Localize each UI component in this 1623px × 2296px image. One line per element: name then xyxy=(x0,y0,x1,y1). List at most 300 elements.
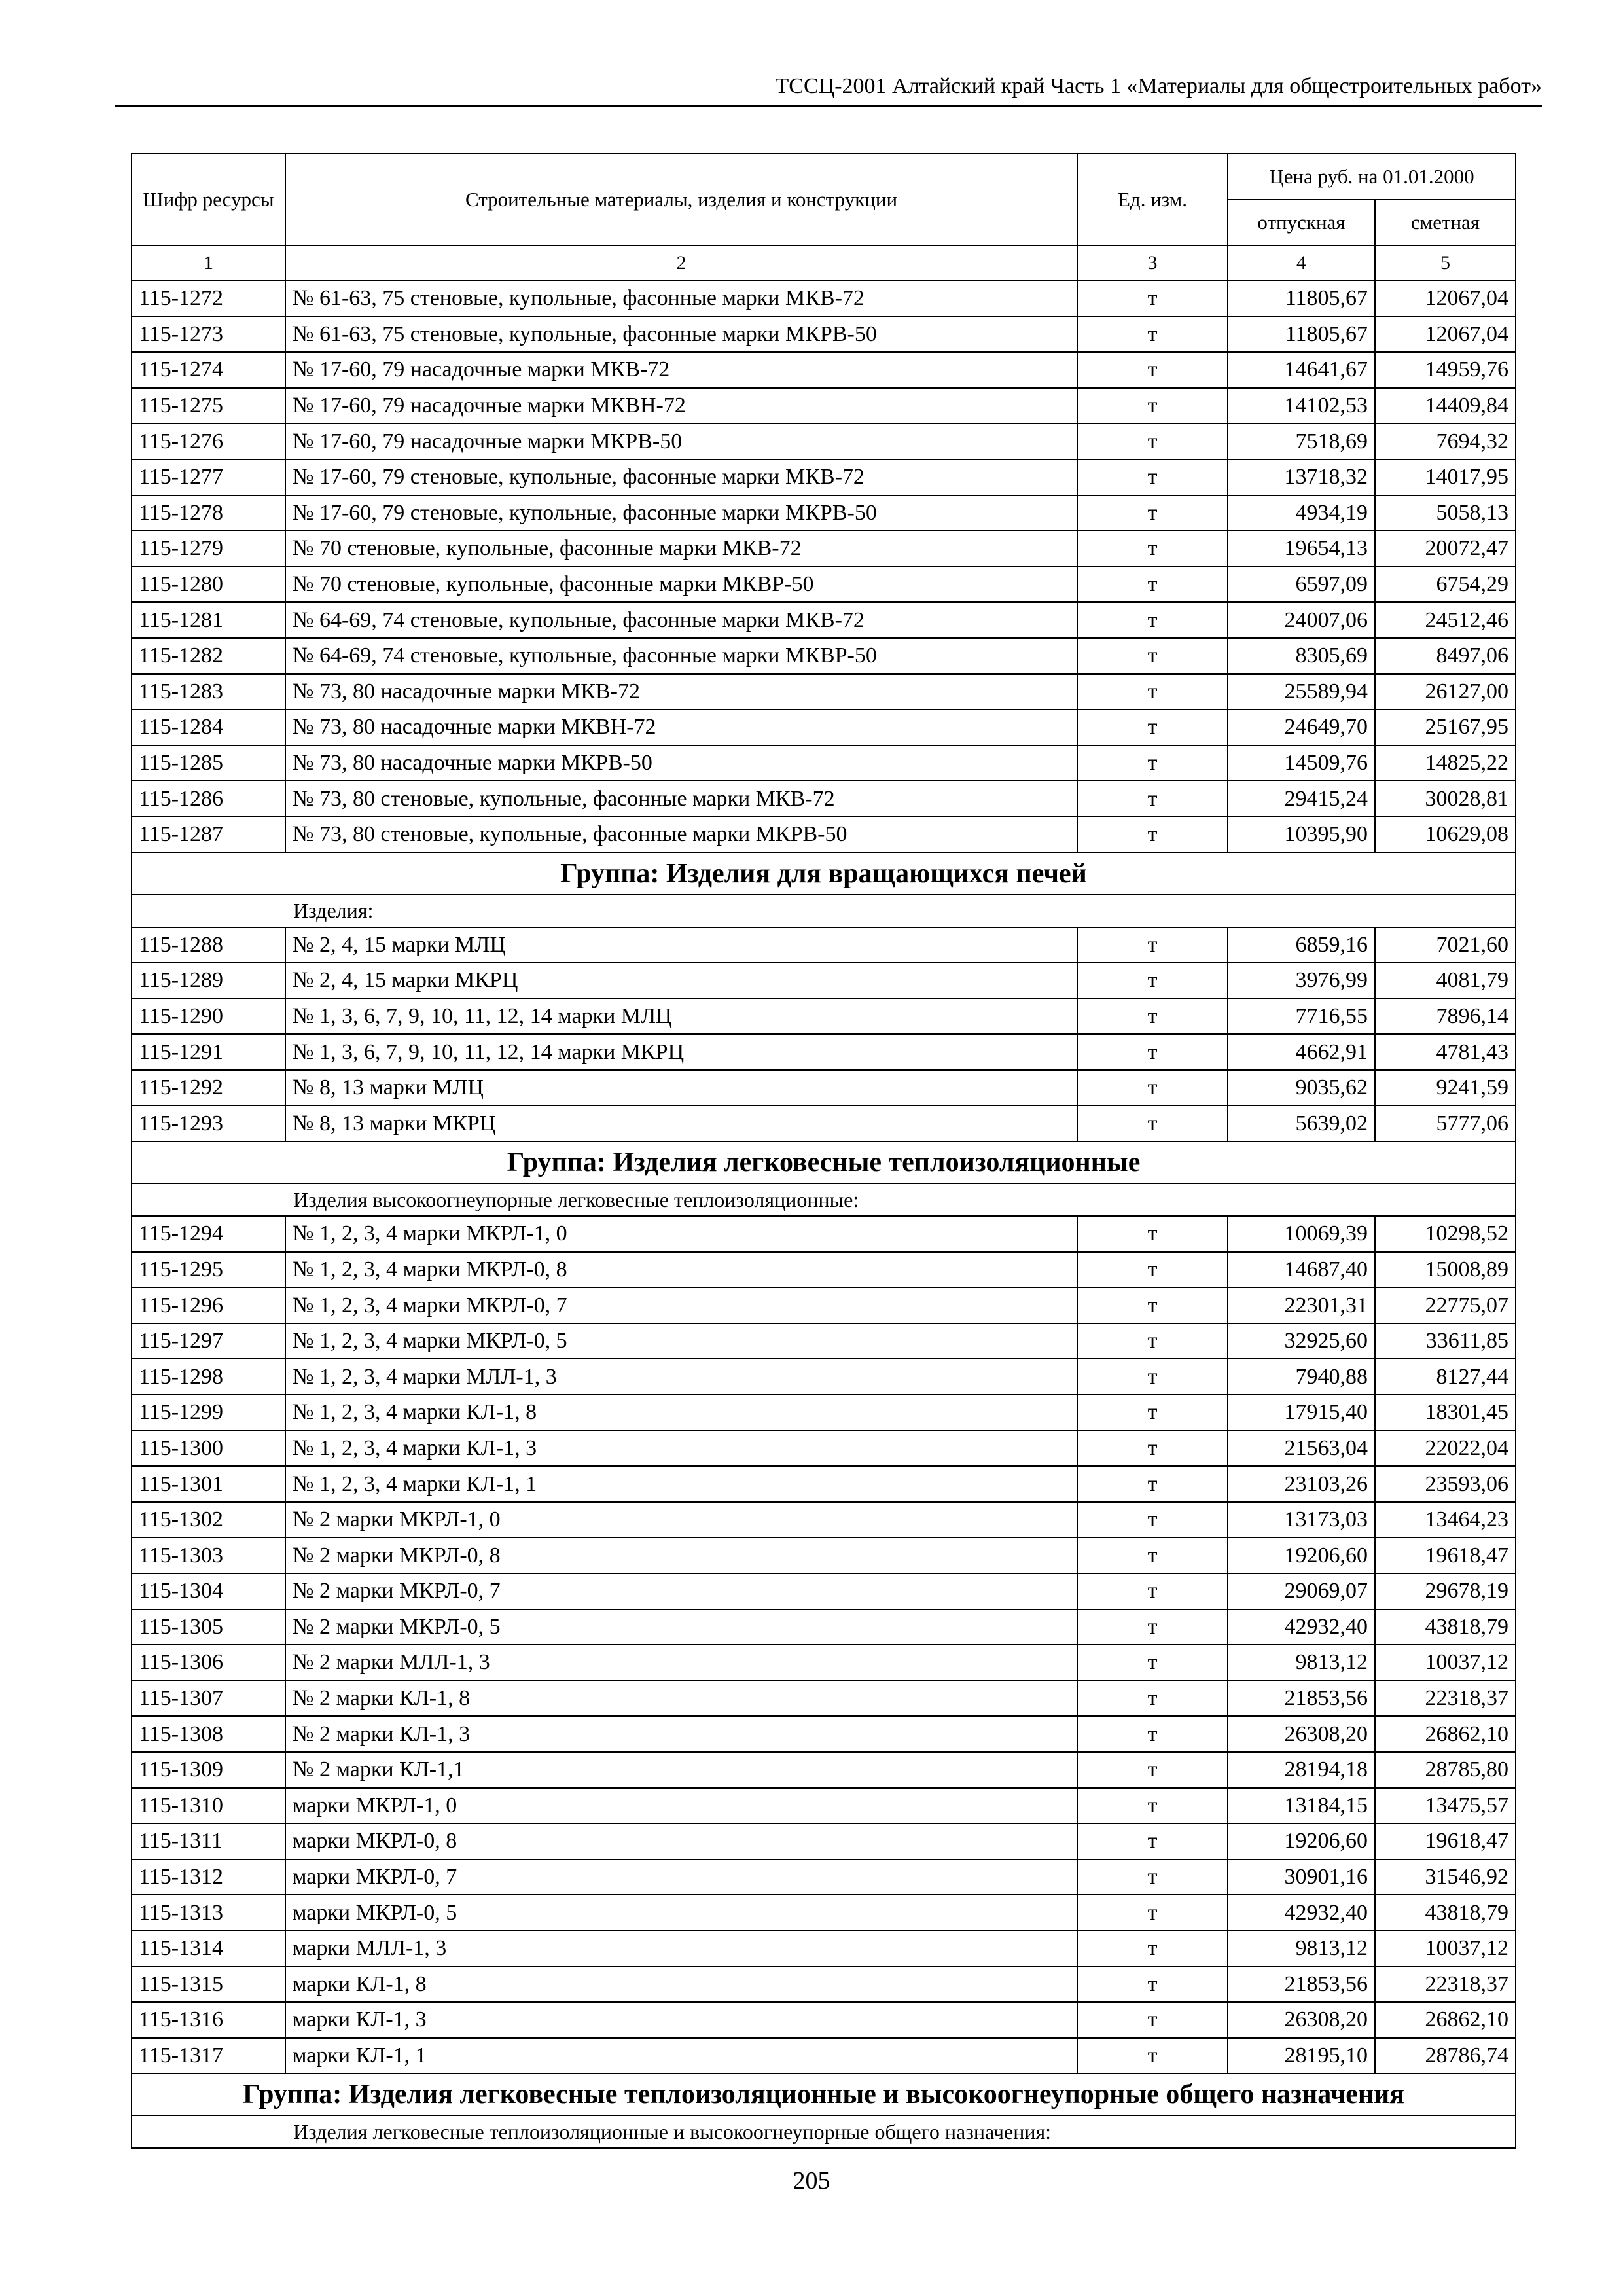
material-name: № 64-69, 74 стеновые, купольные, фасонные марки МКВР-50 xyxy=(285,638,1077,674)
unit-of-measure: т xyxy=(1077,674,1228,710)
release-price: 42932,40 xyxy=(1228,1609,1375,1645)
table-row xyxy=(132,1105,1516,1141)
release-price: 29415,24 xyxy=(1228,781,1375,817)
resource-code: 115-1275 xyxy=(132,388,285,424)
unit-of-measure: т xyxy=(1077,781,1228,817)
table-row xyxy=(132,999,1516,1035)
table-row xyxy=(132,1034,1516,1070)
unit-of-measure: т xyxy=(1077,531,1228,567)
subgroup-row xyxy=(132,1183,1516,1216)
release-price: 21563,04 xyxy=(1228,1431,1375,1467)
material-name: № 1, 2, 3, 4 марки МЛЛ-1, 3 xyxy=(285,1359,1077,1395)
table-row xyxy=(132,963,1516,999)
release-price: 7518,69 xyxy=(1228,423,1375,459)
resource-code: 115-1279 xyxy=(132,531,285,567)
resource-code: 115-1311 xyxy=(132,1823,285,1859)
resource-code: 115-1313 xyxy=(132,1895,285,1931)
estimate-price: 18301,45 xyxy=(1375,1395,1516,1431)
resource-code: 115-1289 xyxy=(132,963,285,999)
resource-code: 115-1317 xyxy=(132,2038,285,2074)
material-name: № 2, 4, 15 марки МКРЦ xyxy=(285,963,1077,999)
table-row xyxy=(132,927,1516,963)
release-price: 3976,99 xyxy=(1228,963,1375,999)
group-row xyxy=(132,853,1516,895)
material-name: № 2 марки МЛЛ-1, 3 xyxy=(285,1645,1077,1681)
unit-of-measure: т xyxy=(1077,1681,1228,1717)
material-name: № 73, 80 насадочные марки МКВН-72 xyxy=(285,709,1077,745)
release-price: 13184,15 xyxy=(1228,1788,1375,1824)
release-price: 19206,60 xyxy=(1228,1823,1375,1859)
release-price: 4662,91 xyxy=(1228,1034,1375,1070)
resource-code: 115-1307 xyxy=(132,1681,285,1717)
resource-code: 115-1290 xyxy=(132,999,285,1035)
table-header xyxy=(132,154,1516,281)
unit-of-measure: т xyxy=(1077,423,1228,459)
group-title: Группа: Изделия легковесные теплоизоляционные xyxy=(132,1141,1516,1183)
estimate-price: 12067,04 xyxy=(1375,317,1516,353)
subgroup-row xyxy=(132,895,1516,927)
table-row xyxy=(132,2002,1516,2038)
table-row xyxy=(132,1859,1516,1895)
release-price: 21853,56 xyxy=(1228,1681,1375,1717)
unit-of-measure: т xyxy=(1077,1323,1228,1359)
resource-code: 115-1315 xyxy=(132,1967,285,2003)
material-name: № 61-63, 75 стеновые, купольные, фасонные марки МКВ-72 xyxy=(285,281,1077,317)
table-row xyxy=(132,1287,1516,1323)
table-row xyxy=(132,1716,1516,1752)
material-name: № 8, 13 марки МКРЦ xyxy=(285,1105,1077,1141)
material-name: № 8, 13 марки МЛЦ xyxy=(285,1070,1077,1106)
unit-of-measure: т xyxy=(1077,281,1228,317)
estimate-price: 7021,60 xyxy=(1375,927,1516,963)
unit-of-measure: т xyxy=(1077,1395,1228,1431)
estimate-price: 5777,06 xyxy=(1375,1105,1516,1141)
table-row xyxy=(132,817,1516,853)
release-price: 13173,03 xyxy=(1228,1502,1375,1538)
resource-code: 115-1292 xyxy=(132,1070,285,1106)
header-release-price: отпускная xyxy=(1228,200,1375,245)
unit-of-measure: т xyxy=(1077,388,1228,424)
estimate-price: 19618,47 xyxy=(1375,1823,1516,1859)
material-name: марки МЛЛ-1, 3 xyxy=(285,1931,1077,1967)
material-name: марки КЛ-1, 3 xyxy=(285,2002,1077,2038)
unit-of-measure: т xyxy=(1077,1752,1228,1788)
estimate-price: 15008,89 xyxy=(1375,1252,1516,1288)
material-name: № 2 марки МКРЛ-0, 8 xyxy=(285,1537,1077,1573)
estimate-price: 14825,22 xyxy=(1375,745,1516,781)
material-name: № 1, 2, 3, 4 марки МКРЛ-0, 5 xyxy=(285,1323,1077,1359)
estimate-price: 43818,79 xyxy=(1375,1895,1516,1931)
release-price: 13718,32 xyxy=(1228,459,1375,495)
unit-of-measure: т xyxy=(1077,317,1228,353)
table-row xyxy=(132,1573,1516,1609)
resource-code: 115-1312 xyxy=(132,1859,285,1895)
resource-code: 115-1310 xyxy=(132,1788,285,1824)
release-price: 19654,13 xyxy=(1228,531,1375,567)
table-row xyxy=(132,1323,1516,1359)
table-row xyxy=(132,1967,1516,2003)
resource-code: 115-1305 xyxy=(132,1609,285,1645)
release-price: 10395,90 xyxy=(1228,817,1375,853)
table-row xyxy=(132,1823,1516,1859)
estimate-price: 4081,79 xyxy=(1375,963,1516,999)
estimate-price: 13464,23 xyxy=(1375,1502,1516,1538)
resource-code: 115-1273 xyxy=(132,317,285,353)
table-row xyxy=(132,567,1516,603)
estimate-price: 7896,14 xyxy=(1375,999,1516,1035)
estimate-price: 33611,85 xyxy=(1375,1323,1516,1359)
estimate-price: 10037,12 xyxy=(1375,1645,1516,1681)
release-price: 11805,67 xyxy=(1228,317,1375,353)
release-price: 24649,70 xyxy=(1228,709,1375,745)
material-name: № 70 стеновые, купольные, фасонные марки МКВР-50 xyxy=(285,567,1077,603)
estimate-price: 25167,95 xyxy=(1375,709,1516,745)
release-price: 8305,69 xyxy=(1228,638,1375,674)
table-row xyxy=(132,1252,1516,1288)
resource-code: 115-1302 xyxy=(132,1502,285,1538)
unit-of-measure: т xyxy=(1077,1609,1228,1645)
material-name: марки КЛ-1, 1 xyxy=(285,2038,1077,2074)
unit-of-measure: т xyxy=(1077,1070,1228,1106)
unit-of-measure: т xyxy=(1077,927,1228,963)
release-price: 25589,94 xyxy=(1228,674,1375,710)
resource-code: 115-1300 xyxy=(132,1431,285,1467)
estimate-price: 28786,74 xyxy=(1375,2038,1516,2074)
release-price: 42932,40 xyxy=(1228,1895,1375,1931)
material-name: № 1, 2, 3, 4 марки КЛ-1, 8 xyxy=(285,1395,1077,1431)
unit-of-measure: т xyxy=(1077,1431,1228,1467)
unit-of-measure: т xyxy=(1077,1537,1228,1573)
column-number: 5 xyxy=(1375,245,1516,281)
subgroup-row xyxy=(132,2115,1516,2148)
release-price: 14102,53 xyxy=(1228,388,1375,424)
estimate-price: 28785,80 xyxy=(1375,1752,1516,1788)
estimate-price: 5058,13 xyxy=(1375,495,1516,531)
unit-of-measure: т xyxy=(1077,1502,1228,1538)
release-price: 11805,67 xyxy=(1228,281,1375,317)
table-row xyxy=(132,1537,1516,1573)
estimate-price: 7694,32 xyxy=(1375,423,1516,459)
column-numbers-row xyxy=(132,245,1516,281)
material-name: № 61-63, 75 стеновые, купольные, фасонные марки МКРВ-50 xyxy=(285,317,1077,353)
estimate-price: 14409,84 xyxy=(1375,388,1516,424)
unit-of-measure: т xyxy=(1077,1859,1228,1895)
material-name: марки КЛ-1, 8 xyxy=(285,1967,1077,2003)
unit-of-measure: т xyxy=(1077,1573,1228,1609)
unit-of-measure: т xyxy=(1077,709,1228,745)
unit-of-measure: т xyxy=(1077,1895,1228,1931)
table-row xyxy=(132,1502,1516,1538)
unit-of-measure: т xyxy=(1077,963,1228,999)
table-row xyxy=(132,709,1516,745)
resource-code: 115-1286 xyxy=(132,781,285,817)
resource-code: 115-1293 xyxy=(132,1105,285,1141)
estimate-price: 43818,79 xyxy=(1375,1609,1516,1645)
table-row xyxy=(132,638,1516,674)
release-price: 14509,76 xyxy=(1228,745,1375,781)
resource-code: 115-1296 xyxy=(132,1287,285,1323)
estimate-price: 20072,47 xyxy=(1375,531,1516,567)
estimate-price: 8497,06 xyxy=(1375,638,1516,674)
resource-code: 115-1284 xyxy=(132,709,285,745)
page-header xyxy=(115,73,1542,107)
release-price: 4934,19 xyxy=(1228,495,1375,531)
material-name: № 1, 3, 6, 7, 9, 10, 11, 12, 14 марки МЛЦ xyxy=(285,999,1077,1035)
group-row xyxy=(132,1141,1516,1183)
resource-code: 115-1291 xyxy=(132,1034,285,1070)
unit-of-measure: т xyxy=(1077,638,1228,674)
table-row xyxy=(132,459,1516,495)
resource-code: 115-1308 xyxy=(132,1716,285,1752)
resource-code: 115-1304 xyxy=(132,1573,285,1609)
unit-of-measure: т xyxy=(1077,2038,1228,2074)
resource-code: 115-1276 xyxy=(132,423,285,459)
table-row xyxy=(132,352,1516,388)
material-name: № 17-60, 79 стеновые, купольные, фасонные марки МКРВ-50 xyxy=(285,495,1077,531)
release-price: 14641,67 xyxy=(1228,352,1375,388)
resource-code: 115-1298 xyxy=(132,1359,285,1395)
estimate-price: 13475,57 xyxy=(1375,1788,1516,1824)
release-price: 6859,16 xyxy=(1228,927,1375,963)
subgroup-title: Изделия высокоогнеупорные легковесные теплоизоляционные: xyxy=(132,1183,1516,1216)
resource-code: 115-1282 xyxy=(132,638,285,674)
material-name: № 1, 2, 3, 4 марки МКРЛ-0, 7 xyxy=(285,1287,1077,1323)
column-number: 2 xyxy=(285,245,1077,281)
table-row xyxy=(132,1645,1516,1681)
table-row xyxy=(132,281,1516,317)
resource-code: 115-1294 xyxy=(132,1216,285,1252)
estimate-price: 10629,08 xyxy=(1375,817,1516,853)
column-number: 4 xyxy=(1228,245,1375,281)
release-price: 32925,60 xyxy=(1228,1323,1375,1359)
group-row xyxy=(132,2073,1516,2115)
table-row xyxy=(132,531,1516,567)
release-price: 17915,40 xyxy=(1228,1395,1375,1431)
release-price: 14687,40 xyxy=(1228,1252,1375,1288)
material-name: № 73, 80 насадочные марки МКВ-72 xyxy=(285,674,1077,710)
unit-of-measure: т xyxy=(1077,817,1228,853)
resource-code: 115-1283 xyxy=(132,674,285,710)
table-row xyxy=(132,423,1516,459)
table-row xyxy=(132,317,1516,353)
resource-code: 115-1274 xyxy=(132,352,285,388)
estimate-price: 26862,10 xyxy=(1375,2002,1516,2038)
table-row xyxy=(132,1359,1516,1395)
release-price: 21853,56 xyxy=(1228,1967,1375,2003)
estimate-price: 22775,07 xyxy=(1375,1287,1516,1323)
estimate-price: 6754,29 xyxy=(1375,567,1516,603)
material-name: № 1, 2, 3, 4 марки КЛ-1, 3 xyxy=(285,1431,1077,1467)
table-body xyxy=(132,281,1516,2148)
table-row xyxy=(132,495,1516,531)
page-number: 205 xyxy=(793,2167,830,2195)
material-name: № 2 марки МКРЛ-0, 5 xyxy=(285,1609,1077,1645)
unit-of-measure: т xyxy=(1077,1788,1228,1824)
estimate-price: 31546,92 xyxy=(1375,1859,1516,1895)
estimate-price: 12067,04 xyxy=(1375,281,1516,317)
estimate-price: 23593,06 xyxy=(1375,1466,1516,1502)
resource-code: 115-1301 xyxy=(132,1466,285,1502)
estimate-price: 8127,44 xyxy=(1375,1359,1516,1395)
resource-code: 115-1316 xyxy=(132,2002,285,2038)
resource-code: 115-1306 xyxy=(132,1645,285,1681)
table-row xyxy=(132,1752,1516,1788)
subgroup-title: Изделия легковесные теплоизоляционные и высокоогнеупорные общего назначения: xyxy=(132,2115,1516,2148)
release-price: 24007,06 xyxy=(1228,602,1375,638)
table-row xyxy=(132,1070,1516,1106)
table-row xyxy=(132,1895,1516,1931)
release-price: 28195,10 xyxy=(1228,2038,1375,2074)
estimate-price: 22022,04 xyxy=(1375,1431,1516,1467)
material-name: № 17-60, 79 стеновые, купольные, фасонные марки МКВ-72 xyxy=(285,459,1077,495)
table-row xyxy=(132,1681,1516,1717)
material-name: № 1, 2, 3, 4 марки МКРЛ-1, 0 xyxy=(285,1216,1077,1252)
resource-code: 115-1280 xyxy=(132,567,285,603)
release-price: 9035,62 xyxy=(1228,1070,1375,1106)
material-name: № 2 марки МКРЛ-1, 0 xyxy=(285,1502,1077,1538)
column-number: 3 xyxy=(1077,245,1228,281)
material-name: № 1, 3, 6, 7, 9, 10, 11, 12, 14 марки МКРЦ xyxy=(285,1034,1077,1070)
header-estimate-price: сметная xyxy=(1375,200,1516,245)
unit-of-measure: т xyxy=(1077,1252,1228,1288)
release-price: 10069,39 xyxy=(1228,1216,1375,1252)
unit-of-measure: т xyxy=(1077,1716,1228,1752)
release-price: 26308,20 xyxy=(1228,2002,1375,2038)
resource-code: 115-1272 xyxy=(132,281,285,317)
material-name: № 2 марки КЛ-1, 3 xyxy=(285,1716,1077,1752)
table-row xyxy=(132,2038,1516,2074)
resource-code: 115-1297 xyxy=(132,1323,285,1359)
resource-code: 115-1287 xyxy=(132,817,285,853)
unit-of-measure: т xyxy=(1077,745,1228,781)
resource-code: 115-1314 xyxy=(132,1931,285,1967)
table-row xyxy=(132,674,1516,710)
estimate-price: 22318,37 xyxy=(1375,1967,1516,2003)
unit-of-measure: т xyxy=(1077,567,1228,603)
resource-code: 115-1281 xyxy=(132,602,285,638)
release-price: 28194,18 xyxy=(1228,1752,1375,1788)
resource-code: 115-1303 xyxy=(132,1537,285,1573)
material-name: № 17-60, 79 насадочные марки МКВ-72 xyxy=(285,352,1077,388)
resource-code: 115-1277 xyxy=(132,459,285,495)
resource-code: 115-1278 xyxy=(132,495,285,531)
resource-code: 115-1295 xyxy=(132,1252,285,1288)
estimate-price: 26127,00 xyxy=(1375,674,1516,710)
material-name: № 73, 80 стеновые, купольные, фасонные марки МКРВ-50 xyxy=(285,817,1077,853)
release-price: 29069,07 xyxy=(1228,1573,1375,1609)
unit-of-measure: т xyxy=(1077,1931,1228,1967)
unit-of-measure: т xyxy=(1077,495,1228,531)
unit-of-measure: т xyxy=(1077,459,1228,495)
material-name: № 17-60, 79 насадочные марки МКВН-72 xyxy=(285,388,1077,424)
release-price: 23103,26 xyxy=(1228,1466,1375,1502)
resource-code: 115-1288 xyxy=(132,927,285,963)
material-name: № 73, 80 насадочные марки МКРВ-50 xyxy=(285,745,1077,781)
estimate-price: 10298,52 xyxy=(1375,1216,1516,1252)
material-name: марки МКРЛ-0, 8 xyxy=(285,1823,1077,1859)
table-row xyxy=(132,1395,1516,1431)
subgroup-title: Изделия: xyxy=(132,895,1516,927)
table-row xyxy=(132,781,1516,817)
table-row xyxy=(132,602,1516,638)
unit-of-measure: т xyxy=(1077,1645,1228,1681)
table-row xyxy=(132,1466,1516,1502)
release-price: 19206,60 xyxy=(1228,1537,1375,1573)
unit-of-measure: т xyxy=(1077,1287,1228,1323)
table-row xyxy=(132,1931,1516,1967)
resource-code: 115-1299 xyxy=(132,1395,285,1431)
estimate-price: 22318,37 xyxy=(1375,1681,1516,1717)
release-price: 5639,02 xyxy=(1228,1105,1375,1141)
unit-of-measure: т xyxy=(1077,602,1228,638)
estimate-price: 30028,81 xyxy=(1375,781,1516,817)
material-name: № 73, 80 стеновые, купольные, фасонные марки МКВ-72 xyxy=(285,781,1077,817)
unit-of-measure: т xyxy=(1077,1034,1228,1070)
material-name: № 1, 2, 3, 4 марки МКРЛ-0, 8 xyxy=(285,1252,1077,1288)
unit-of-measure: т xyxy=(1077,1466,1228,1502)
group-title: Группа: Изделия для вращающихся печей xyxy=(132,853,1516,895)
material-name: № 64-69, 74 стеновые, купольные, фасонные марки МКВ-72 xyxy=(285,602,1077,638)
release-price: 22301,31 xyxy=(1228,1287,1375,1323)
release-price: 26308,20 xyxy=(1228,1716,1375,1752)
material-name: № 2, 4, 15 марки МЛЦ xyxy=(285,927,1077,963)
header-name: Строительные материалы, изделия и конструкции xyxy=(285,154,1077,245)
estimate-price: 14017,95 xyxy=(1375,459,1516,495)
header-code: Шифр ресурсы xyxy=(132,154,285,245)
release-price: 30901,16 xyxy=(1228,1859,1375,1895)
estimate-price: 29678,19 xyxy=(1375,1573,1516,1609)
release-price: 7716,55 xyxy=(1228,999,1375,1035)
price-table xyxy=(131,153,1516,2149)
estimate-price: 4781,43 xyxy=(1375,1034,1516,1070)
resource-code: 115-1309 xyxy=(132,1752,285,1788)
table-row xyxy=(132,1216,1516,1252)
unit-of-measure: т xyxy=(1077,1105,1228,1141)
release-price: 6597,09 xyxy=(1228,567,1375,603)
column-number: 1 xyxy=(132,245,285,281)
material-name: марки МКРЛ-0, 7 xyxy=(285,1859,1077,1895)
table-row xyxy=(132,1788,1516,1824)
unit-of-measure: т xyxy=(1077,1823,1228,1859)
unit-of-measure: т xyxy=(1077,1216,1228,1252)
resource-code: 115-1285 xyxy=(132,745,285,781)
material-name: № 17-60, 79 насадочные марки МКРВ-50 xyxy=(285,423,1077,459)
estimate-price: 10037,12 xyxy=(1375,1931,1516,1967)
header-unit: Ед. изм. xyxy=(1077,154,1228,245)
group-title: Группа: Изделия легковесные теплоизоляционные и высокоогнеупорные общего назначения xyxy=(132,2073,1516,2115)
unit-of-measure: т xyxy=(1077,1967,1228,2003)
header-price: Цена руб. на 01.01.2000 xyxy=(1228,154,1516,200)
material-name: марки МКРЛ-1, 0 xyxy=(285,1788,1077,1824)
release-price: 7940,88 xyxy=(1228,1359,1375,1395)
table-row xyxy=(132,1431,1516,1467)
estimate-price: 24512,46 xyxy=(1375,602,1516,638)
table-row xyxy=(132,1609,1516,1645)
material-name: № 70 стеновые, купольные, фасонные марки МКВ-72 xyxy=(285,531,1077,567)
estimate-price: 26862,10 xyxy=(1375,1716,1516,1752)
material-name: № 1, 2, 3, 4 марки КЛ-1, 1 xyxy=(285,1466,1077,1502)
material-name: № 2 марки КЛ-1, 8 xyxy=(285,1681,1077,1717)
material-name: марки МКРЛ-0, 5 xyxy=(285,1895,1077,1931)
estimate-price: 19618,47 xyxy=(1375,1537,1516,1573)
release-price: 9813,12 xyxy=(1228,1931,1375,1967)
material-name: № 2 марки КЛ-1,1 xyxy=(285,1752,1077,1788)
unit-of-measure: т xyxy=(1077,1359,1228,1395)
table-row xyxy=(132,388,1516,424)
release-price: 9813,12 xyxy=(1228,1645,1375,1681)
unit-of-measure: т xyxy=(1077,352,1228,388)
estimate-price: 14959,76 xyxy=(1375,352,1516,388)
